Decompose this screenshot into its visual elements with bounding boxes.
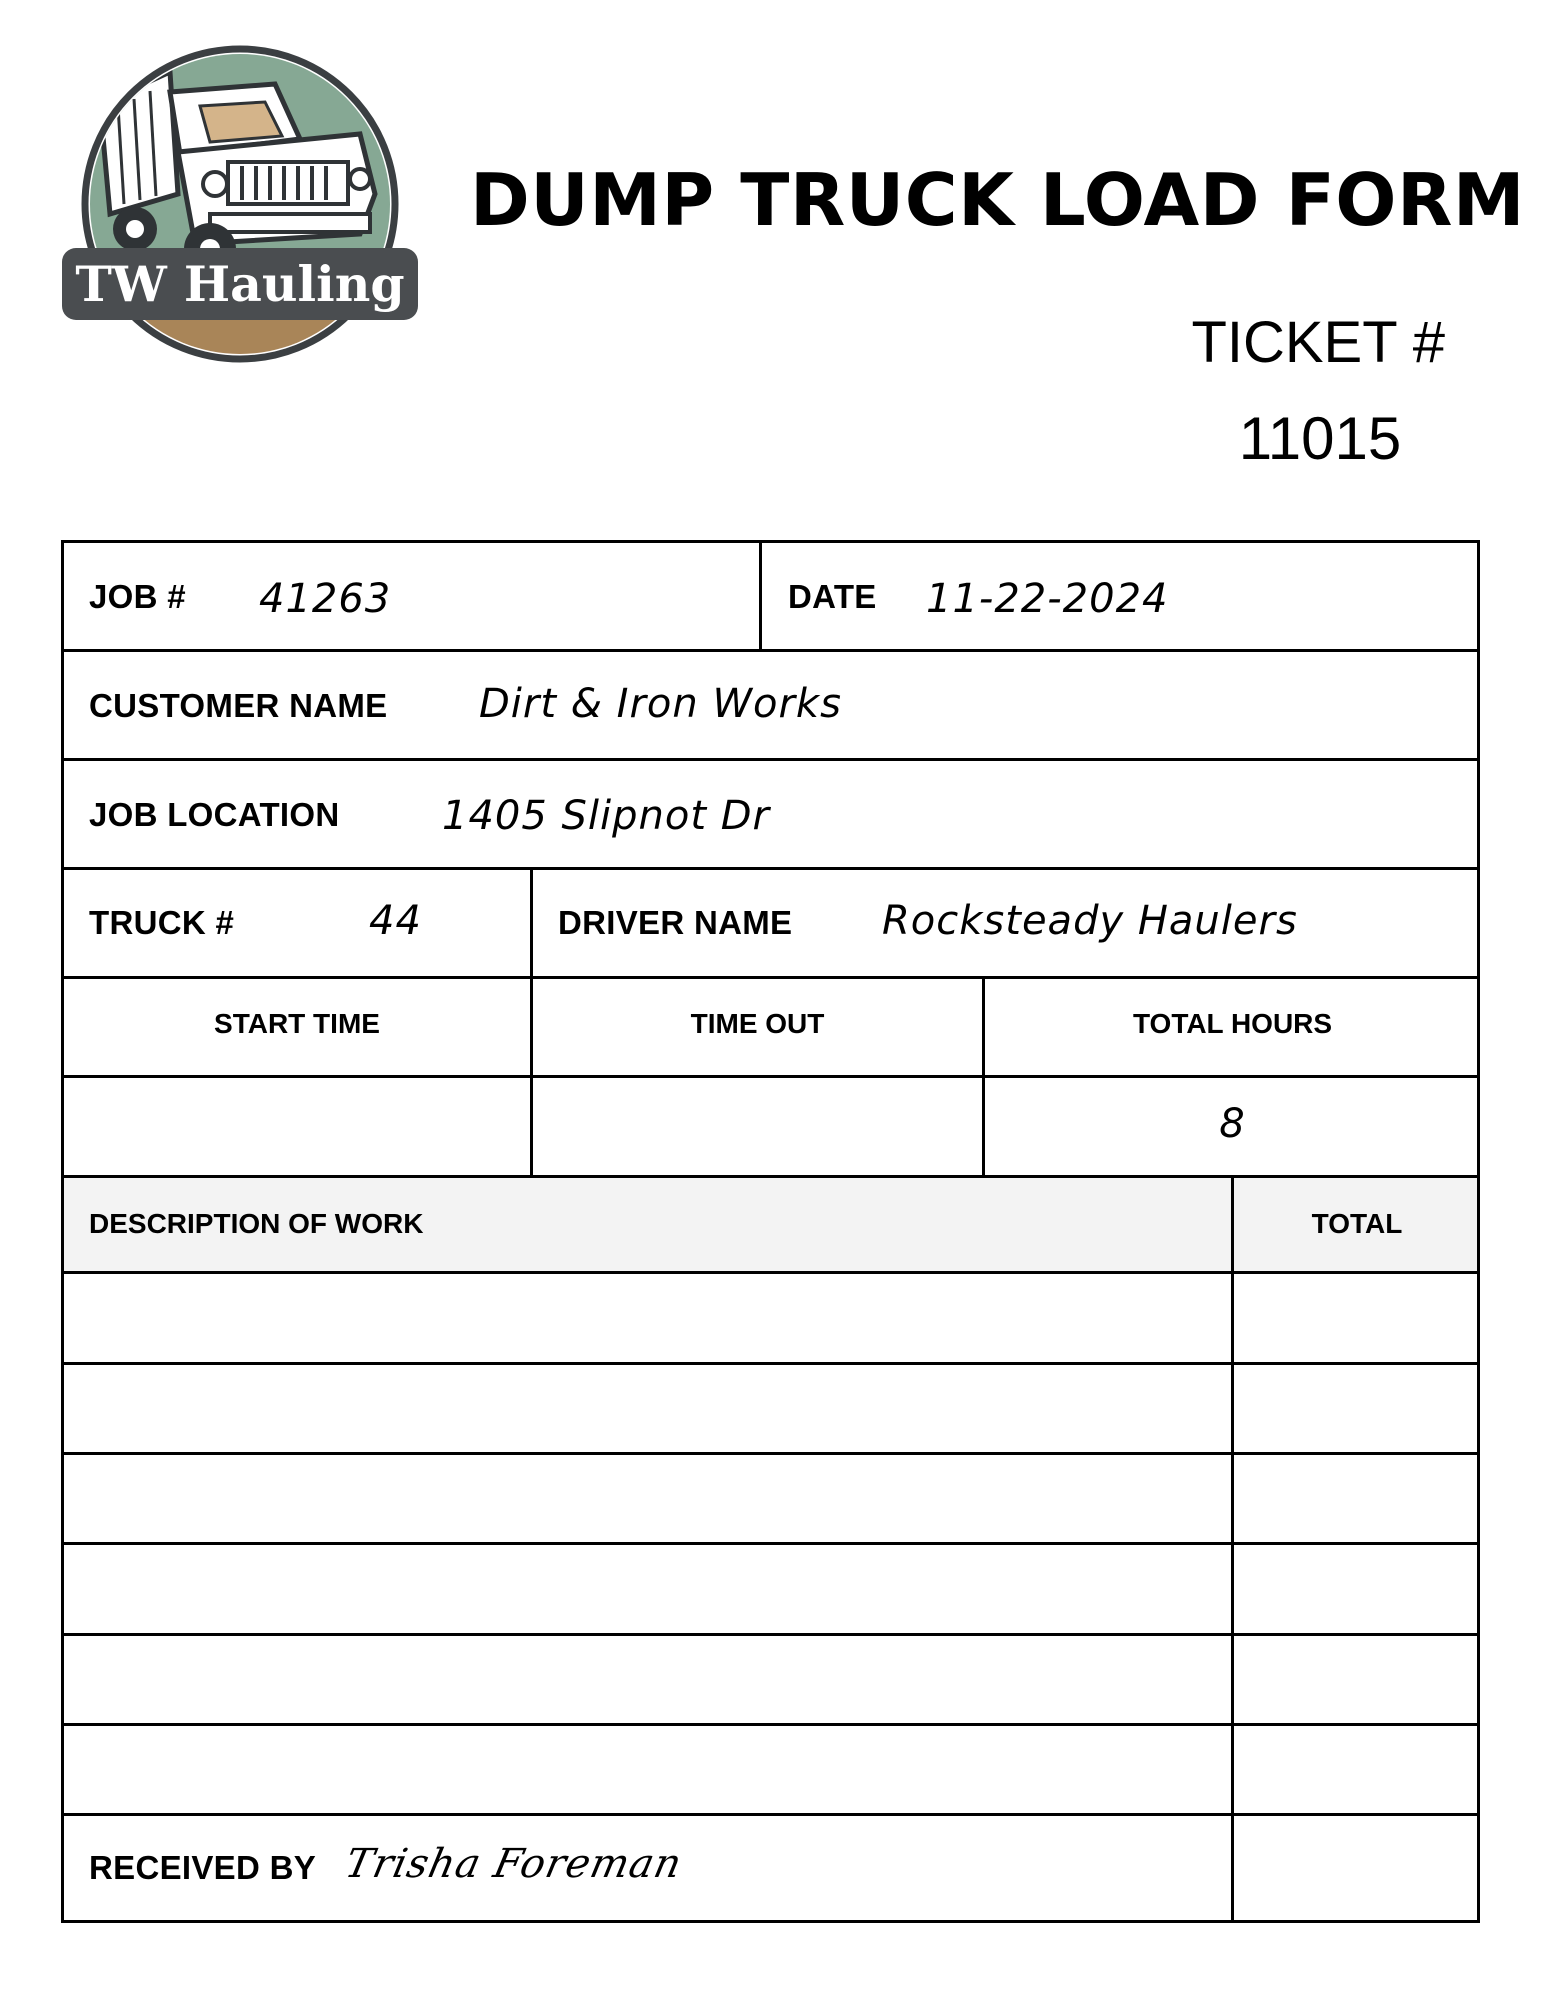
load-form — [61, 540, 1480, 1923]
customer-name-label: CUSTOMER NAME — [89, 687, 388, 724]
job-number-label: JOB # — [89, 578, 186, 615]
row-divider — [64, 1271, 1477, 1274]
row-divider — [64, 1723, 1477, 1726]
start-time-header: START TIME — [214, 1008, 380, 1039]
row-divider — [64, 976, 1477, 979]
total-hours-header: TOTAL HOURS — [1132, 1008, 1333, 1039]
row-divider — [64, 1633, 1477, 1636]
row-divider — [64, 649, 1477, 652]
time-out-header: TIME OUT — [690, 1008, 825, 1039]
ticket-number: 11015 — [1238, 405, 1402, 472]
row-divider — [64, 1362, 1477, 1365]
date-value[interactable]: 11-22-2024 — [926, 576, 1169, 622]
total-header: TOTAL — [1311, 1208, 1403, 1239]
row-divider — [64, 1452, 1477, 1455]
total-hours-value[interactable]: 8 — [1219, 1101, 1246, 1147]
ticket-label: TICKET # — [1191, 310, 1445, 375]
row-divider — [64, 867, 1477, 870]
received-by-label: RECEIVED BY — [89, 1849, 317, 1886]
row-divider — [64, 1175, 1477, 1178]
customer-name-value[interactable]: Dirt & Iron Works — [479, 681, 842, 727]
truck-number-value[interactable]: 44 — [369, 898, 422, 944]
driver-name-value[interactable]: Rocksteady Haulers — [882, 898, 1298, 944]
row-divider — [64, 1813, 1477, 1816]
col-divider — [1231, 1175, 1234, 1923]
logo-text: TW Hauling — [75, 255, 405, 313]
truck-logo-icon — [60, 44, 420, 374]
driver-name-label: DRIVER NAME — [558, 904, 793, 941]
company-logo — [60, 44, 420, 374]
row-divider — [64, 1542, 1477, 1545]
received-by-signature[interactable]: Trisha Foreman — [341, 1841, 687, 1887]
job-location-label: JOB LOCATION — [89, 796, 340, 833]
form-title: DUMP TRUCK LOAD FORM — [470, 158, 1526, 242]
date-label: DATE — [788, 578, 877, 615]
description-of-work-header: DESCRIPTION OF WORK — [89, 1208, 424, 1239]
col-divider — [759, 543, 762, 649]
row-divider — [64, 758, 1477, 761]
job-number-value[interactable]: 41263 — [259, 576, 392, 622]
row-divider — [64, 1075, 1477, 1078]
truck-number-label: TRUCK # — [89, 904, 235, 941]
job-location-value[interactable]: 1405 Slipnot Dr — [442, 793, 770, 839]
